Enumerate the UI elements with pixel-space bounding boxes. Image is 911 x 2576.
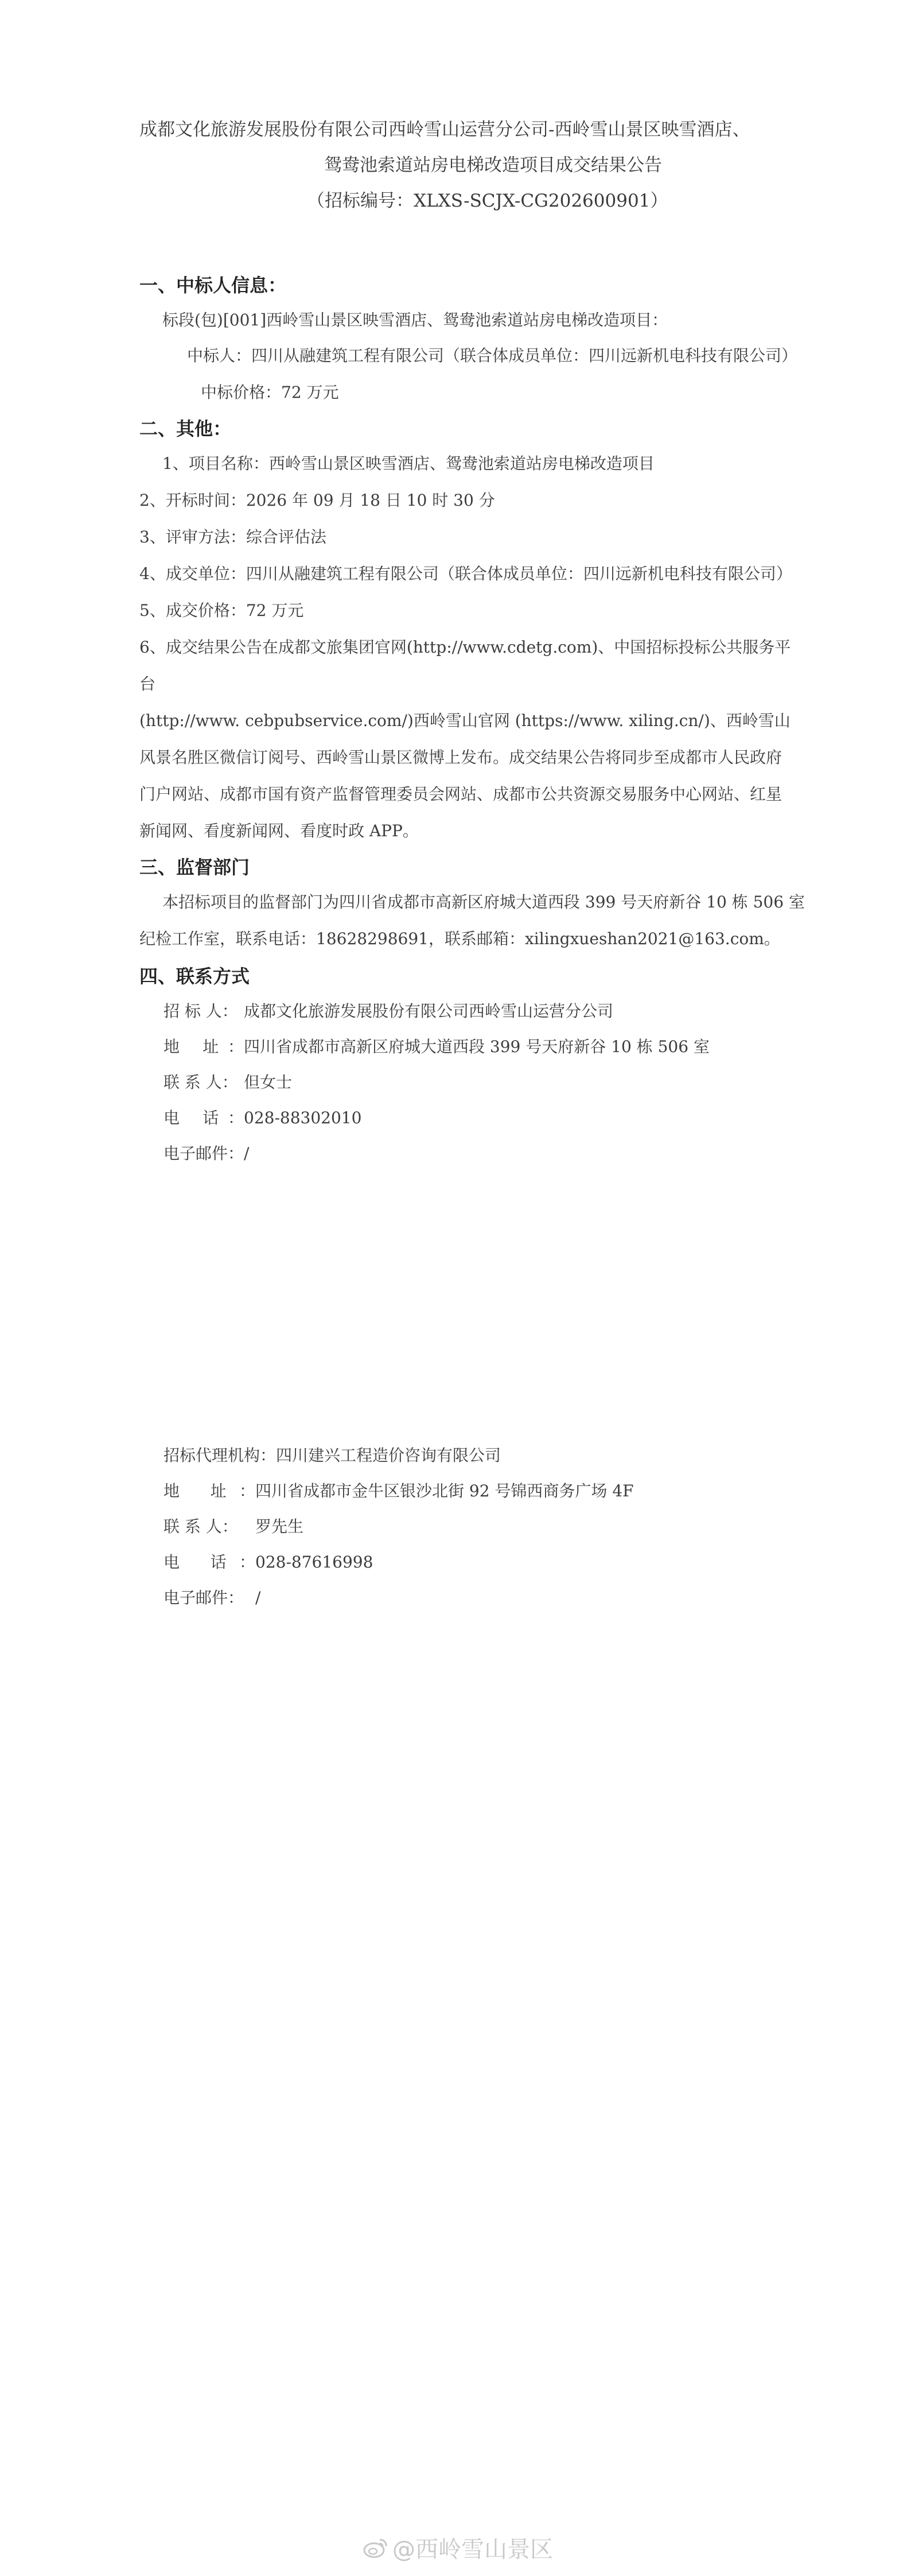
contact-label: 地 址： bbox=[163, 1037, 244, 1056]
watermark-text: @西岭雪山景区 bbox=[392, 2536, 553, 2563]
watermark bbox=[363, 2531, 553, 2564]
tender-number: （招标编号：XLXS-SCJX-CG202600901） bbox=[307, 191, 668, 211]
publish-line: 台 bbox=[139, 674, 156, 693]
agency-label: 招标代理机构： bbox=[163, 1446, 277, 1465]
agency-value: 罗先生 bbox=[255, 1517, 304, 1536]
contact-value: / bbox=[244, 1144, 250, 1163]
title-line-2: 鸳鸯池索道站房电梯改造项目成交结果公告 bbox=[324, 155, 662, 176]
publish-line: 新闻网、看度新闻网、看度时政 APP。 bbox=[139, 821, 419, 840]
agency-value: 四川省成都市金牛区银沙北街 92 号锦西商务广场 4F bbox=[255, 1481, 634, 1500]
winner-text: 中标人：四川从融建筑工程有限公司（联合体成员单位：四川远新机电科技有限公司） bbox=[187, 346, 798, 365]
contact-row bbox=[163, 1034, 710, 1057]
agency-value: 028-87616998 bbox=[255, 1553, 373, 1572]
publish-line: (http://www. cebpubservice.com/)西岭雪山官网 (https://www. xiling.cn/)、西岭雪山 bbox=[139, 711, 791, 730]
contact-row bbox=[163, 1105, 361, 1128]
contact-row bbox=[163, 1070, 292, 1093]
contact-value: 028-88302010 bbox=[244, 1108, 362, 1127]
contact-label: 电 话： bbox=[163, 1108, 244, 1127]
contact-value: 成都文化旅游发展股份有限公司西岭雪山运营分公司 bbox=[244, 1002, 614, 1021]
agency-label: 电 话： bbox=[163, 1553, 255, 1572]
list-item: 2、开标时间：2026 年 09 月 18 日 10 时 30 分 bbox=[139, 491, 495, 510]
list-item: 3、评审方法：综合评估法 bbox=[139, 527, 326, 546]
lot-text: 标段(包)[001]西岭雪山景区映雪酒店、鸳鸯池索道站房电梯改造项目： bbox=[162, 311, 668, 329]
agency-label: 地 址： bbox=[163, 1481, 255, 1500]
contact-value: 但女士 bbox=[244, 1073, 293, 1092]
section-4-heading: 四、联系方式 bbox=[139, 965, 250, 987]
contact-label: 联 系 人： bbox=[163, 1073, 238, 1092]
agency-row bbox=[163, 1443, 501, 1466]
contact-row bbox=[163, 999, 613, 1022]
weibo-icon bbox=[363, 2536, 389, 2559]
contact-label: 电子邮件： bbox=[163, 1144, 244, 1163]
agency-value: / bbox=[255, 1588, 261, 1607]
agency-row bbox=[163, 1550, 373, 1573]
contact-label: 招 标 人： bbox=[163, 1002, 238, 1021]
agency-label: 联 系 人： bbox=[163, 1517, 238, 1536]
agency-row bbox=[163, 1514, 303, 1537]
section-2-heading: 二、其他： bbox=[139, 418, 232, 440]
supervision-line: 纪检工作室，联系电话：18628298691，联系邮箱：xilingxueshan2021@163.com。 bbox=[139, 929, 780, 948]
list-item: 1、项目名称：西岭雪山景区映雪酒店、鸳鸯池索道站房电梯改造项目 bbox=[162, 454, 655, 473]
section-1-heading: 一、中标人信息： bbox=[139, 274, 287, 296]
agency-value: 四川建兴工程造价咨询有限公司 bbox=[276, 1446, 501, 1465]
winning-price: 中标价格：72 万元 bbox=[201, 383, 339, 402]
publish-line: 门户网站、成都市国有资产监督管理委员会网站、成都市公共资源交易服务中心网站、红星 bbox=[139, 785, 782, 804]
contact-row bbox=[163, 1141, 249, 1164]
title-line-1: 成都文化旅游发展股份有限公司西岭雪山运营分公司-西岭雪山景区映雪酒店、 bbox=[139, 119, 750, 140]
contact-value: 四川省成都市高新区府城大道西段 399 号天府新谷 10 栋 506 室 bbox=[244, 1037, 710, 1056]
agency-row bbox=[163, 1479, 634, 1502]
agency-row bbox=[163, 1585, 260, 1608]
publish-line: 6、成交结果公告在成都文旅集团官网(http://www.cdetg.com)、中国招标投标公共服务平 bbox=[139, 638, 791, 657]
list-item: 5、成交价格：72 万元 bbox=[139, 601, 304, 620]
list-item: 4、成交单位：四川从融建筑工程有限公司（联合体成员单位：四川远新机电科技有限公司） bbox=[139, 564, 792, 583]
supervision-line: 本招标项目的监督部门为四川省成都市高新区府城大道西段 399 号天府新谷 10 栋 506 室 bbox=[162, 893, 805, 911]
publish-line: 风景名胜区微信订阅号、西岭雪山景区微博上发布。成交结果公告将同步至成都市人民政府 bbox=[139, 748, 782, 767]
section-3-heading: 三、监督部门 bbox=[139, 856, 250, 878]
agency-label: 电子邮件： bbox=[163, 1588, 244, 1607]
